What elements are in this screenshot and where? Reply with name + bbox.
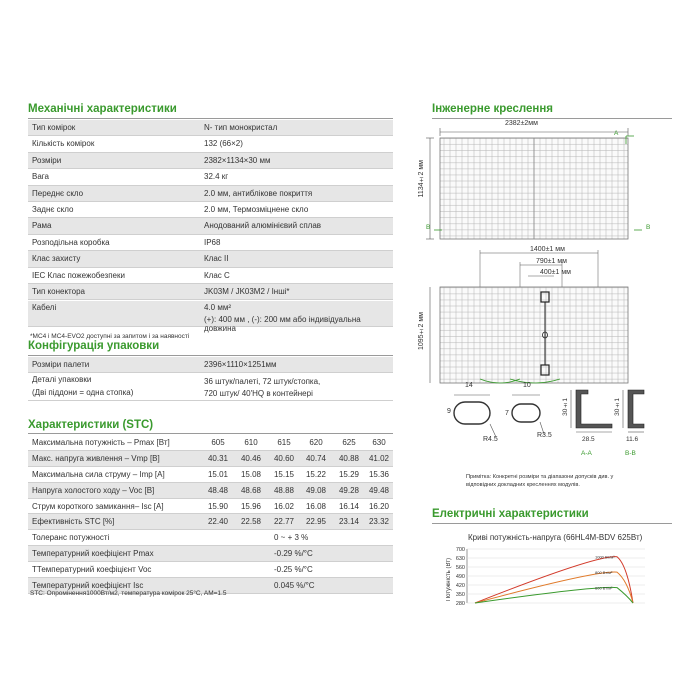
chart-ylabel: Потужність (Вт) [446, 558, 452, 602]
packaging-details-key-1: Деталі упаковки [32, 375, 92, 384]
mechanical-row-value: 2.0 мм, антиблікове покриття [204, 188, 313, 198]
stc-cell: 15.29 [338, 469, 360, 479]
aa-width: 28.5 [582, 436, 595, 443]
stc-cell: 16.20 [368, 501, 390, 511]
stc-cell: 40.60 [273, 453, 295, 463]
module-front-drawing [420, 120, 680, 245]
packaging-title-rule [28, 355, 393, 356]
mechanical-title-rule [28, 118, 393, 119]
dim-1400: 1400±1 мм [530, 246, 565, 253]
mechanical-row [28, 251, 393, 267]
chart-y-tick: 560 [455, 565, 465, 571]
stc-cell: 15.15 [273, 469, 295, 479]
module-width-dim: 2382±2мм [505, 120, 538, 127]
stc-row [28, 562, 393, 578]
stc-row [28, 435, 393, 451]
stc-row [28, 451, 393, 467]
drawing-title-rule [432, 118, 672, 119]
stc-table [28, 435, 393, 594]
stc-row-key: Максимальна потужність – Pmax [Вт] [32, 438, 170, 447]
stc-row [28, 546, 393, 562]
stc-cell: 630 [372, 438, 386, 447]
stc-row-key: Макс. напруга живлення – Vmp [В] [32, 453, 160, 463]
packaging-details-key-2: (Дві піддони = одна стопка) [32, 388, 134, 397]
mechanical-row-key: Переднє скло [32, 188, 84, 198]
mechanical-row [28, 153, 393, 169]
chart-y-tick: 630 [455, 556, 465, 562]
mechanical-row-key: IEC Клас пожежобезпеки [32, 270, 125, 280]
electrical-title: Електричні характеристики [432, 508, 589, 520]
packaging-details-value-2: 720 штук/ 40'HQ в контейнері [204, 389, 313, 398]
stc-cell: 620 [309, 438, 323, 447]
drawing-title: Інженерне креслення [432, 103, 554, 115]
dim-1095: 1095±2 мм [418, 312, 425, 351]
mechanical-row-key: Заднє скло [32, 204, 74, 214]
mechanical-row [28, 235, 393, 251]
mechanical-row [28, 136, 393, 152]
stc-cell: 16.08 [305, 501, 327, 511]
stc-row [28, 530, 393, 546]
mechanical-row-value: IP68 [204, 237, 221, 247]
pallet-size-row [28, 357, 393, 373]
pallet-size-key: Розміри палети [32, 360, 90, 369]
stc-cell: 16.14 [338, 501, 360, 511]
cable-row [28, 301, 393, 333]
stc-row [28, 483, 393, 499]
hole1-radius: R4.5 [483, 436, 498, 443]
mechanical-row-value: 2.0 мм, Термозміцнене скло [204, 204, 309, 214]
pv-curve-chart [455, 545, 670, 605]
mechanical-row-key: Кількість комірок [32, 139, 95, 149]
packaging-details-row [28, 373, 393, 401]
stc-cell: 48.48 [207, 485, 229, 495]
stc-cell: 23.14 [338, 517, 360, 527]
dim-790: 790±1 мм [536, 258, 567, 265]
section-a-marker: A [614, 130, 619, 137]
frame-profile-aa [568, 384, 618, 436]
stc-cell: 15.90 [207, 501, 229, 511]
stc-cell: 40.31 [207, 453, 229, 463]
module-height-dim: 1134±2 мм [418, 160, 425, 198]
stc-note: STC: Опромінення1000Вт/м2, температура комірок 25°C, AM=1.5 [30, 590, 227, 597]
stc-row [28, 514, 393, 530]
stc-row-key: Максимальна сила струму – Imp [А] [32, 469, 165, 479]
stc-cell: 15.22 [305, 469, 327, 479]
aa-height: 30±1 [562, 398, 569, 416]
stc-row-key: Напруга холостого ходу – Voc [В] [32, 485, 155, 495]
mounting-hole-details [440, 382, 560, 452]
chart-y-tick: 700 [455, 547, 465, 553]
stc-cell: 615 [277, 438, 291, 447]
hole2-height: 7 [505, 410, 509, 417]
mechanical-row-value: 132 (66×2) [204, 139, 243, 149]
stc-cell: 40.74 [305, 453, 327, 463]
stc-row-key: Температурний коефіцієнт Pmax [32, 549, 154, 559]
mechanical-row-value: Анодований алюмінієвий сплав [204, 221, 322, 231]
stc-cell: 15.08 [240, 469, 262, 479]
stc-row [28, 467, 393, 483]
chart-series-label: 800 Вт/м² [595, 570, 613, 576]
dim-400: 400±1 мм [540, 269, 571, 276]
chart-y-tick: 420 [455, 583, 465, 589]
stc-row-key: Струм короткого замикання– Isc [А] [32, 501, 164, 511]
label-aa: A-A [581, 450, 592, 457]
hole2-width: 10 [523, 382, 531, 389]
stc-cell: 23.32 [368, 517, 390, 527]
stc-cell: 22.95 [305, 517, 327, 527]
mechanical-row [28, 218, 393, 234]
hole1-height: 9 [447, 408, 451, 415]
module-rear-drawing [420, 245, 680, 385]
stc-cell: 48.88 [273, 485, 295, 495]
cable-key: Кабелі [32, 303, 57, 312]
bb-height: 30±1 [614, 398, 621, 416]
stc-cell: 22.40 [207, 517, 229, 527]
mechanical-row-key: Тип конектора [32, 286, 85, 296]
stc-single-value: 0 ~ + 3 % [274, 533, 309, 543]
label-bb: B-B [625, 450, 636, 457]
mechanical-row [28, 120, 393, 136]
mechanical-row-value: 2382×1134×30 мм [204, 155, 271, 165]
stc-cell: 49.28 [338, 485, 360, 495]
stc-cell: 15.36 [368, 469, 390, 479]
packaging-details-value-1: 36 штук/палеті, 72 штук/стопка, [204, 377, 321, 386]
stc-cell: 48.68 [240, 485, 262, 495]
stc-row-key: Толеранс потужності [32, 533, 110, 543]
mechanical-title: Механічні характеристики [28, 103, 177, 115]
stc-cell: 49.08 [305, 485, 327, 495]
mechanical-row-key: Вага [32, 172, 49, 182]
mechanical-row-value: Клас II [204, 254, 229, 264]
drawing-note-1: Примітка: Конкретні розміри та діапазони допусків див. у [466, 474, 614, 480]
chart-series-label: 600 Вт/м² [595, 585, 613, 591]
pallet-size-value: 2396×1110×1251мм [204, 360, 277, 369]
electrical-title-rule [432, 523, 672, 524]
stc-single-value: -0.29 %/°C [274, 549, 313, 559]
cable-value-1: 4.0 мм² [204, 303, 232, 312]
section-b-marker-left: B [426, 224, 431, 231]
hole1-width: 14 [465, 382, 473, 389]
chart-title: Криві потужність-напруга (66HL4M-BDV 625Вт) [468, 533, 643, 542]
cable-value-2: (+): 400 мм , (-): 200 мм або індивідуальна довжина [204, 315, 361, 333]
mechanical-row-value: 32.4 кг [204, 172, 229, 182]
chart-y-tick: 280 [455, 601, 465, 605]
chart-series-line [475, 554, 633, 603]
bb-width: 11.6 [626, 436, 639, 443]
stc-cell: 41.02 [368, 453, 390, 463]
mechanical-row-value: N- тип монокристал [204, 123, 278, 132]
stc-single-value: -0.25 %/°C [274, 565, 313, 575]
mechanical-row-value: JK03M / JK03M2 / Інші* [204, 286, 290, 296]
drawing-note-2: відповідних докладних кресленнях модулів. [466, 482, 580, 488]
mechanical-table [28, 120, 393, 300]
stc-single-value: 0.045 %/°C [274, 581, 315, 591]
mechanical-row-key: Розподільна коробка [32, 237, 110, 247]
mechanical-row-key: Клас захисту [32, 254, 81, 264]
mechanical-row [28, 169, 393, 185]
stc-title: Характеристики (STC) [28, 419, 154, 431]
stc-cell: 605 [211, 438, 225, 447]
stc-cell: 15.01 [207, 469, 229, 479]
stc-cell: 49.48 [368, 485, 390, 495]
mechanical-note: *MC4 і MC4-EVO2 доступні за запитом і за наявності [30, 333, 190, 340]
hole2-radius: R3.5 [537, 432, 552, 439]
mechanical-row-value: Клас С [204, 270, 230, 280]
packaging-title: Конфігурація упаковки [28, 340, 160, 352]
mechanical-row-key: Розміри [32, 155, 62, 165]
mechanical-row [28, 268, 393, 284]
stc-cell: 16.02 [273, 501, 295, 511]
stc-cell: 40.46 [240, 453, 262, 463]
stc-cell: 22.58 [240, 517, 262, 527]
stc-cell: 625 [342, 438, 356, 447]
chart-y-tick: 490 [455, 574, 465, 580]
mechanical-row [28, 186, 393, 202]
mechanical-row [28, 202, 393, 218]
stc-row-key: Ефективність STC [%] [32, 517, 115, 527]
chart-series-label: 1000 Вт/м² [595, 554, 615, 560]
stc-cell: 22.77 [273, 517, 295, 527]
stc-row [28, 499, 393, 515]
mechanical-row-key: Рама [32, 221, 52, 231]
stc-cell: 610 [244, 438, 258, 447]
section-b-marker-right: B [646, 224, 651, 231]
stc-row-key: Температурний коефіцієнт Isc [32, 581, 144, 591]
stc-cell: 40.88 [338, 453, 360, 463]
stc-title-rule [28, 433, 393, 434]
stc-row-key: TТемпературний коефіцієнт Voc [32, 565, 152, 575]
mechanical-row [28, 284, 393, 300]
chart-y-tick: 350 [455, 592, 465, 598]
frame-profile-bb [618, 384, 658, 436]
mechanical-row-key: Тип комірок [32, 123, 76, 132]
stc-cell: 15.96 [240, 501, 262, 511]
